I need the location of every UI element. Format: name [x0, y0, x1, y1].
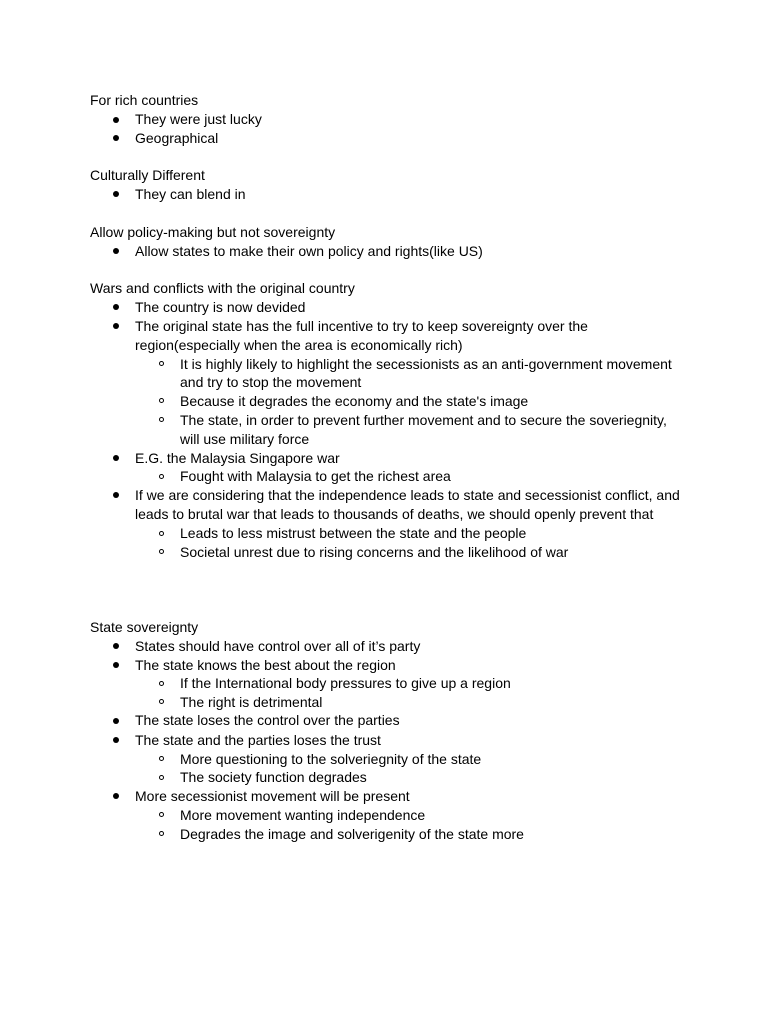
bullet-disc-icon [113, 793, 119, 799]
bullet-circle-icon [159, 812, 164, 817]
bullet-circle-icon [159, 699, 164, 704]
sub-list-item: The state, in order to prevent further movement and to secure the soveriegnity, [180, 412, 667, 428]
bullet-circle-icon [159, 361, 164, 366]
bullet-disc-icon [113, 135, 119, 141]
list-item: Geographical [135, 130, 219, 146]
bullet-circle-icon [159, 831, 164, 836]
list-item: The state loses the control over the parties [135, 712, 400, 728]
bullet-circle-icon [159, 474, 164, 479]
bullet-disc-icon [113, 737, 119, 743]
bullet-disc-icon [113, 248, 119, 254]
list-item: More secessionist movement will be present [135, 788, 410, 804]
sub-list-item-continuation: will use military force [180, 431, 310, 447]
bullet-circle-icon [159, 531, 164, 536]
bullet-disc-icon [113, 662, 119, 668]
bullet-circle-icon [159, 549, 164, 554]
sub-list-item: Because it degrades the economy and the state's image [180, 393, 529, 409]
sub-list-item: Degrades the image and solverigenity of the state more [180, 826, 524, 842]
section-heading: For rich countries [90, 92, 199, 108]
list-item: They can blend in [135, 186, 246, 202]
sub-list-item: The society function degrades [180, 769, 367, 785]
list-item: The state and the parties loses the trust [135, 732, 381, 748]
list-item: Allow states to make their own policy and rights(like US) [135, 243, 483, 259]
sub-list-item-continuation: and try to stop the movement [180, 374, 362, 390]
sub-list-item: The right is detrimental [180, 694, 323, 710]
bullet-disc-icon [113, 718, 119, 724]
bullet-circle-icon [159, 775, 164, 780]
sub-list-item: Fought with Malaysia to get the richest area [180, 468, 451, 484]
bullet-circle-icon [159, 417, 164, 422]
sub-list-item: More questioning to the solveriegnity of the state [180, 751, 482, 767]
bullet-circle-icon [159, 398, 164, 403]
section-heading: Culturally Different [90, 167, 205, 183]
bullet-disc-icon [113, 455, 119, 461]
sub-list-item: Leads to less mistrust between the state and the people [180, 525, 527, 541]
bullet-disc-icon [113, 643, 119, 649]
bullet-disc-icon [113, 323, 119, 329]
bullet-disc-icon [113, 117, 119, 123]
sub-list-item: Societal unrest due to rising concerns and the likelihood of war [180, 544, 569, 560]
bullet-disc-icon [113, 191, 119, 197]
section-heading: State sovereignty [90, 619, 199, 635]
section-heading: Allow policy-making but not sovereignty [90, 224, 336, 240]
list-item-continuation: region(especially when the area is economically rich) [135, 337, 463, 353]
bullet-circle-icon [159, 756, 164, 761]
sub-list-item: If the International body pressures to give up a region [180, 675, 511, 691]
bullet-circle-icon [159, 681, 164, 686]
list-item: If we are considering that the independence leads to state and secessionist conflict, and [135, 487, 680, 503]
list-item: States should have control over all of it’s party [135, 638, 421, 654]
list-item: The state knows the best about the region [135, 657, 396, 673]
list-item: E.G. the Malaysia Singapore war [135, 450, 340, 466]
section-heading: Wars and conflicts with the original country [90, 280, 355, 296]
sub-list-item: More movement wanting independence [180, 807, 426, 823]
list-item-continuation: leads to brutal war that leads to thousands of deaths, we should openly prevent that [135, 506, 654, 522]
list-item: They were just lucky [135, 111, 262, 127]
sub-list-item: It is highly likely to highlight the secessionists as an anti-government movement [180, 356, 672, 372]
bullet-disc-icon [113, 304, 119, 310]
list-item: The original state has the full incentive to try to keep sovereignty over the [135, 318, 588, 334]
list-item: The country is now devided [135, 299, 306, 315]
bullet-disc-icon [113, 492, 119, 498]
